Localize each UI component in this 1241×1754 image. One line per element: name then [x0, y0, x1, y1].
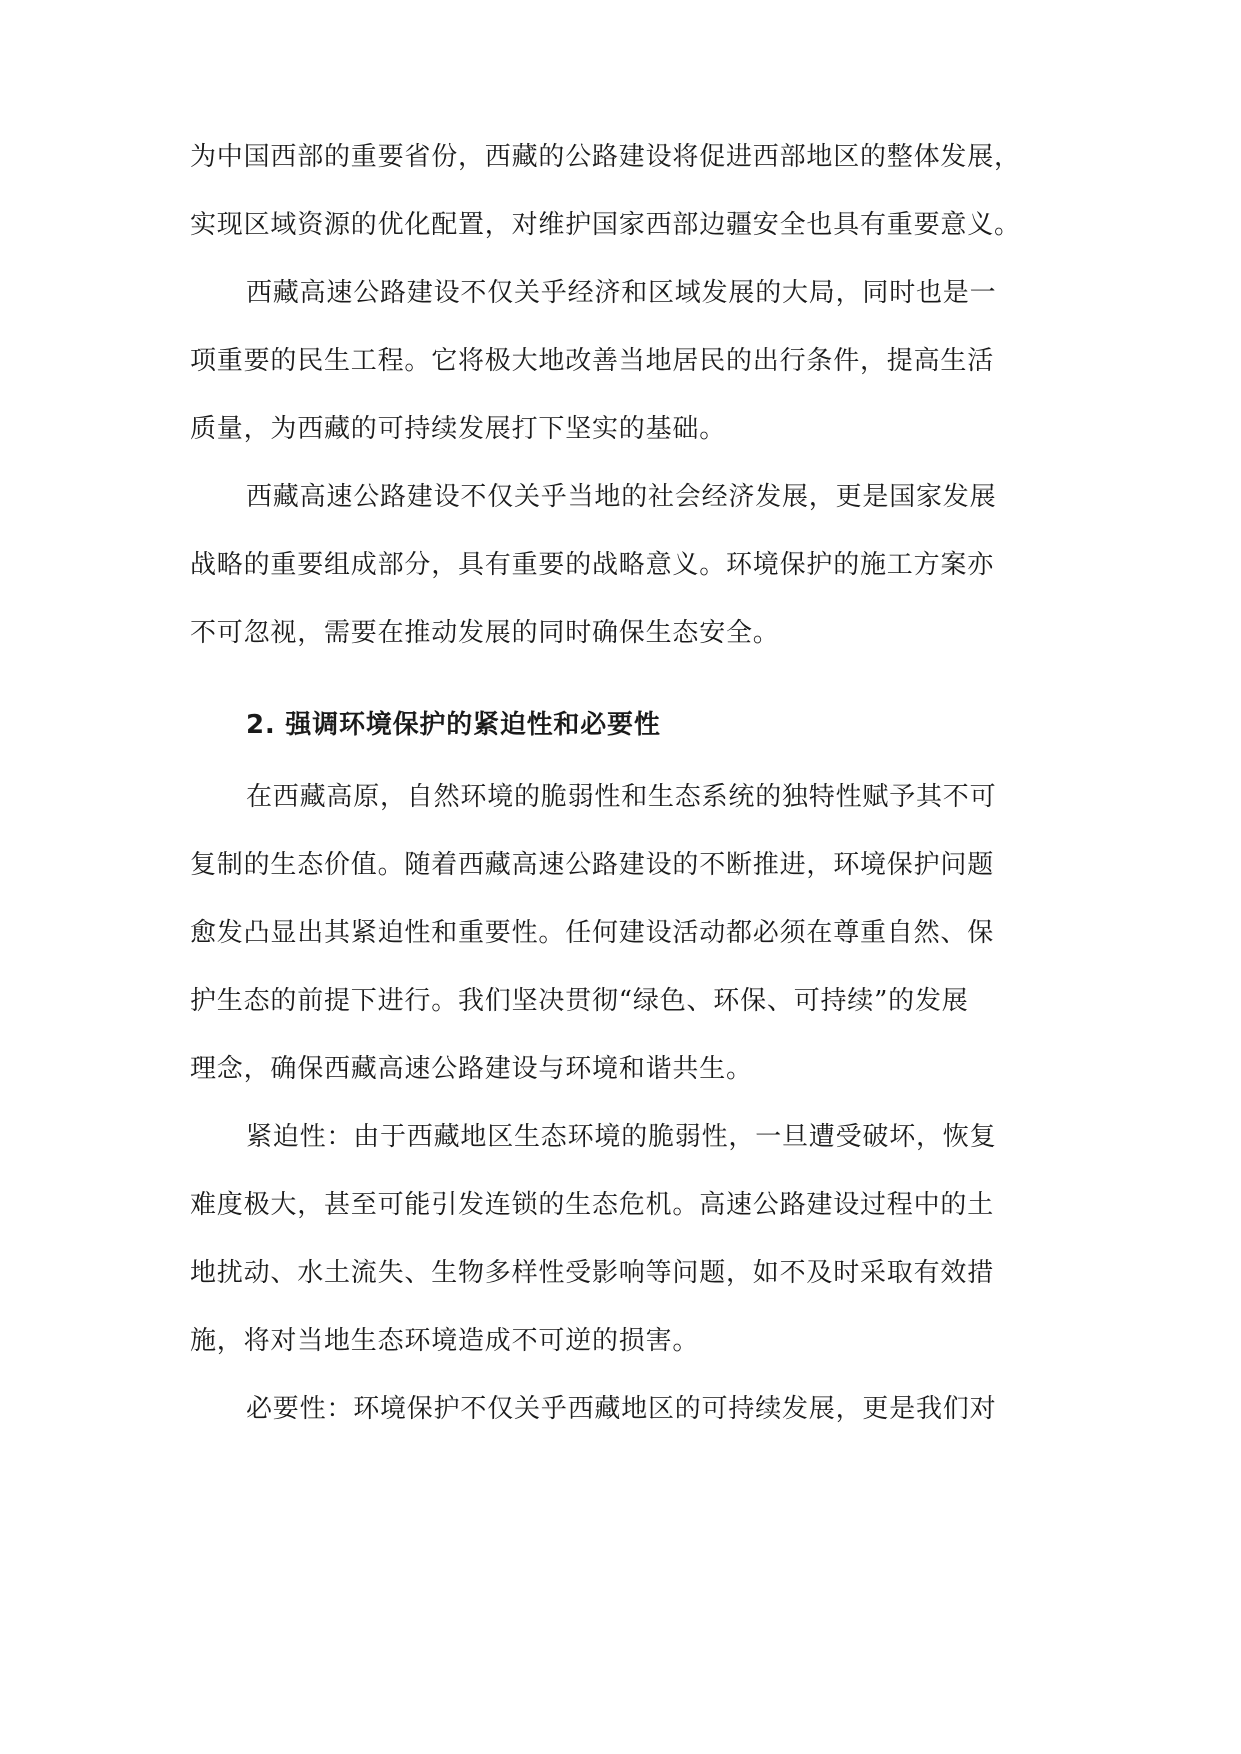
text-line: 施，将对当地生态环境造成不可逆的损害。 — [190, 1326, 700, 1356]
text-line: 地扰动、水土流失、生物多样性受影响等问题，如不及时采取有效措 — [190, 1258, 995, 1288]
paragraph-first-line: 紧迫性：由于西藏地区生态环境的脆弱性，一旦遭受破坏，恢复 — [246, 1122, 997, 1152]
text-line: 实现区域资源的优化配置，对维护国家西部边疆安全也具有重要意义。 — [190, 210, 1021, 240]
section-heading: 2. 强调环境保护的紧迫性和必要性 — [246, 710, 661, 740]
text-line: 护生态的前提下进行。我们坚决贯彻“绿色、环保、可持续”的发展 — [190, 986, 969, 1016]
text-line: 难度极大，甚至可能引发连锁的生态危机。高速公路建设过程中的土 — [190, 1190, 995, 1220]
paragraph-first-line: 必要性：环境保护不仅关乎西藏地区的可持续发展，更是我们对 — [246, 1394, 997, 1424]
paragraph-first-line: 西藏高速公路建设不仅关乎当地的社会经济发展，更是国家发展 — [246, 482, 997, 512]
paragraph-first-line: 在西藏高原，自然环境的脆弱性和生态系统的独特性赋予其不可 — [246, 782, 997, 812]
text-line: 战略的重要组成部分，具有重要的战略意义。环境保护的施工方案亦 — [190, 550, 995, 580]
text-line: 复制的生态价值。随着西藏高速公路建设的不断推进，环境保护问题 — [190, 850, 995, 880]
text-line: 不可忽视，需要在推动发展的同时确保生态安全。 — [190, 618, 780, 648]
text-line: 理念，确保西藏高速公路建设与环境和谐共生。 — [190, 1054, 753, 1084]
text-line: 质量，为西藏的可持续发展打下坚实的基础。 — [190, 414, 727, 444]
text-line: 项重要的民生工程。它将极大地改善当地居民的出行条件，提高生活 — [190, 346, 995, 376]
text-line: 愈发凸显出其紧迫性和重要性。任何建设活动都必须在尊重自然、保 — [190, 918, 995, 948]
paragraph-first-line: 西藏高速公路建设不仅关乎经济和区域发展的大局，同时也是一 — [246, 278, 997, 308]
text-line: 为中国西部的重要省份，西藏的公路建设将促进西部地区的整体发展， — [190, 142, 1021, 172]
